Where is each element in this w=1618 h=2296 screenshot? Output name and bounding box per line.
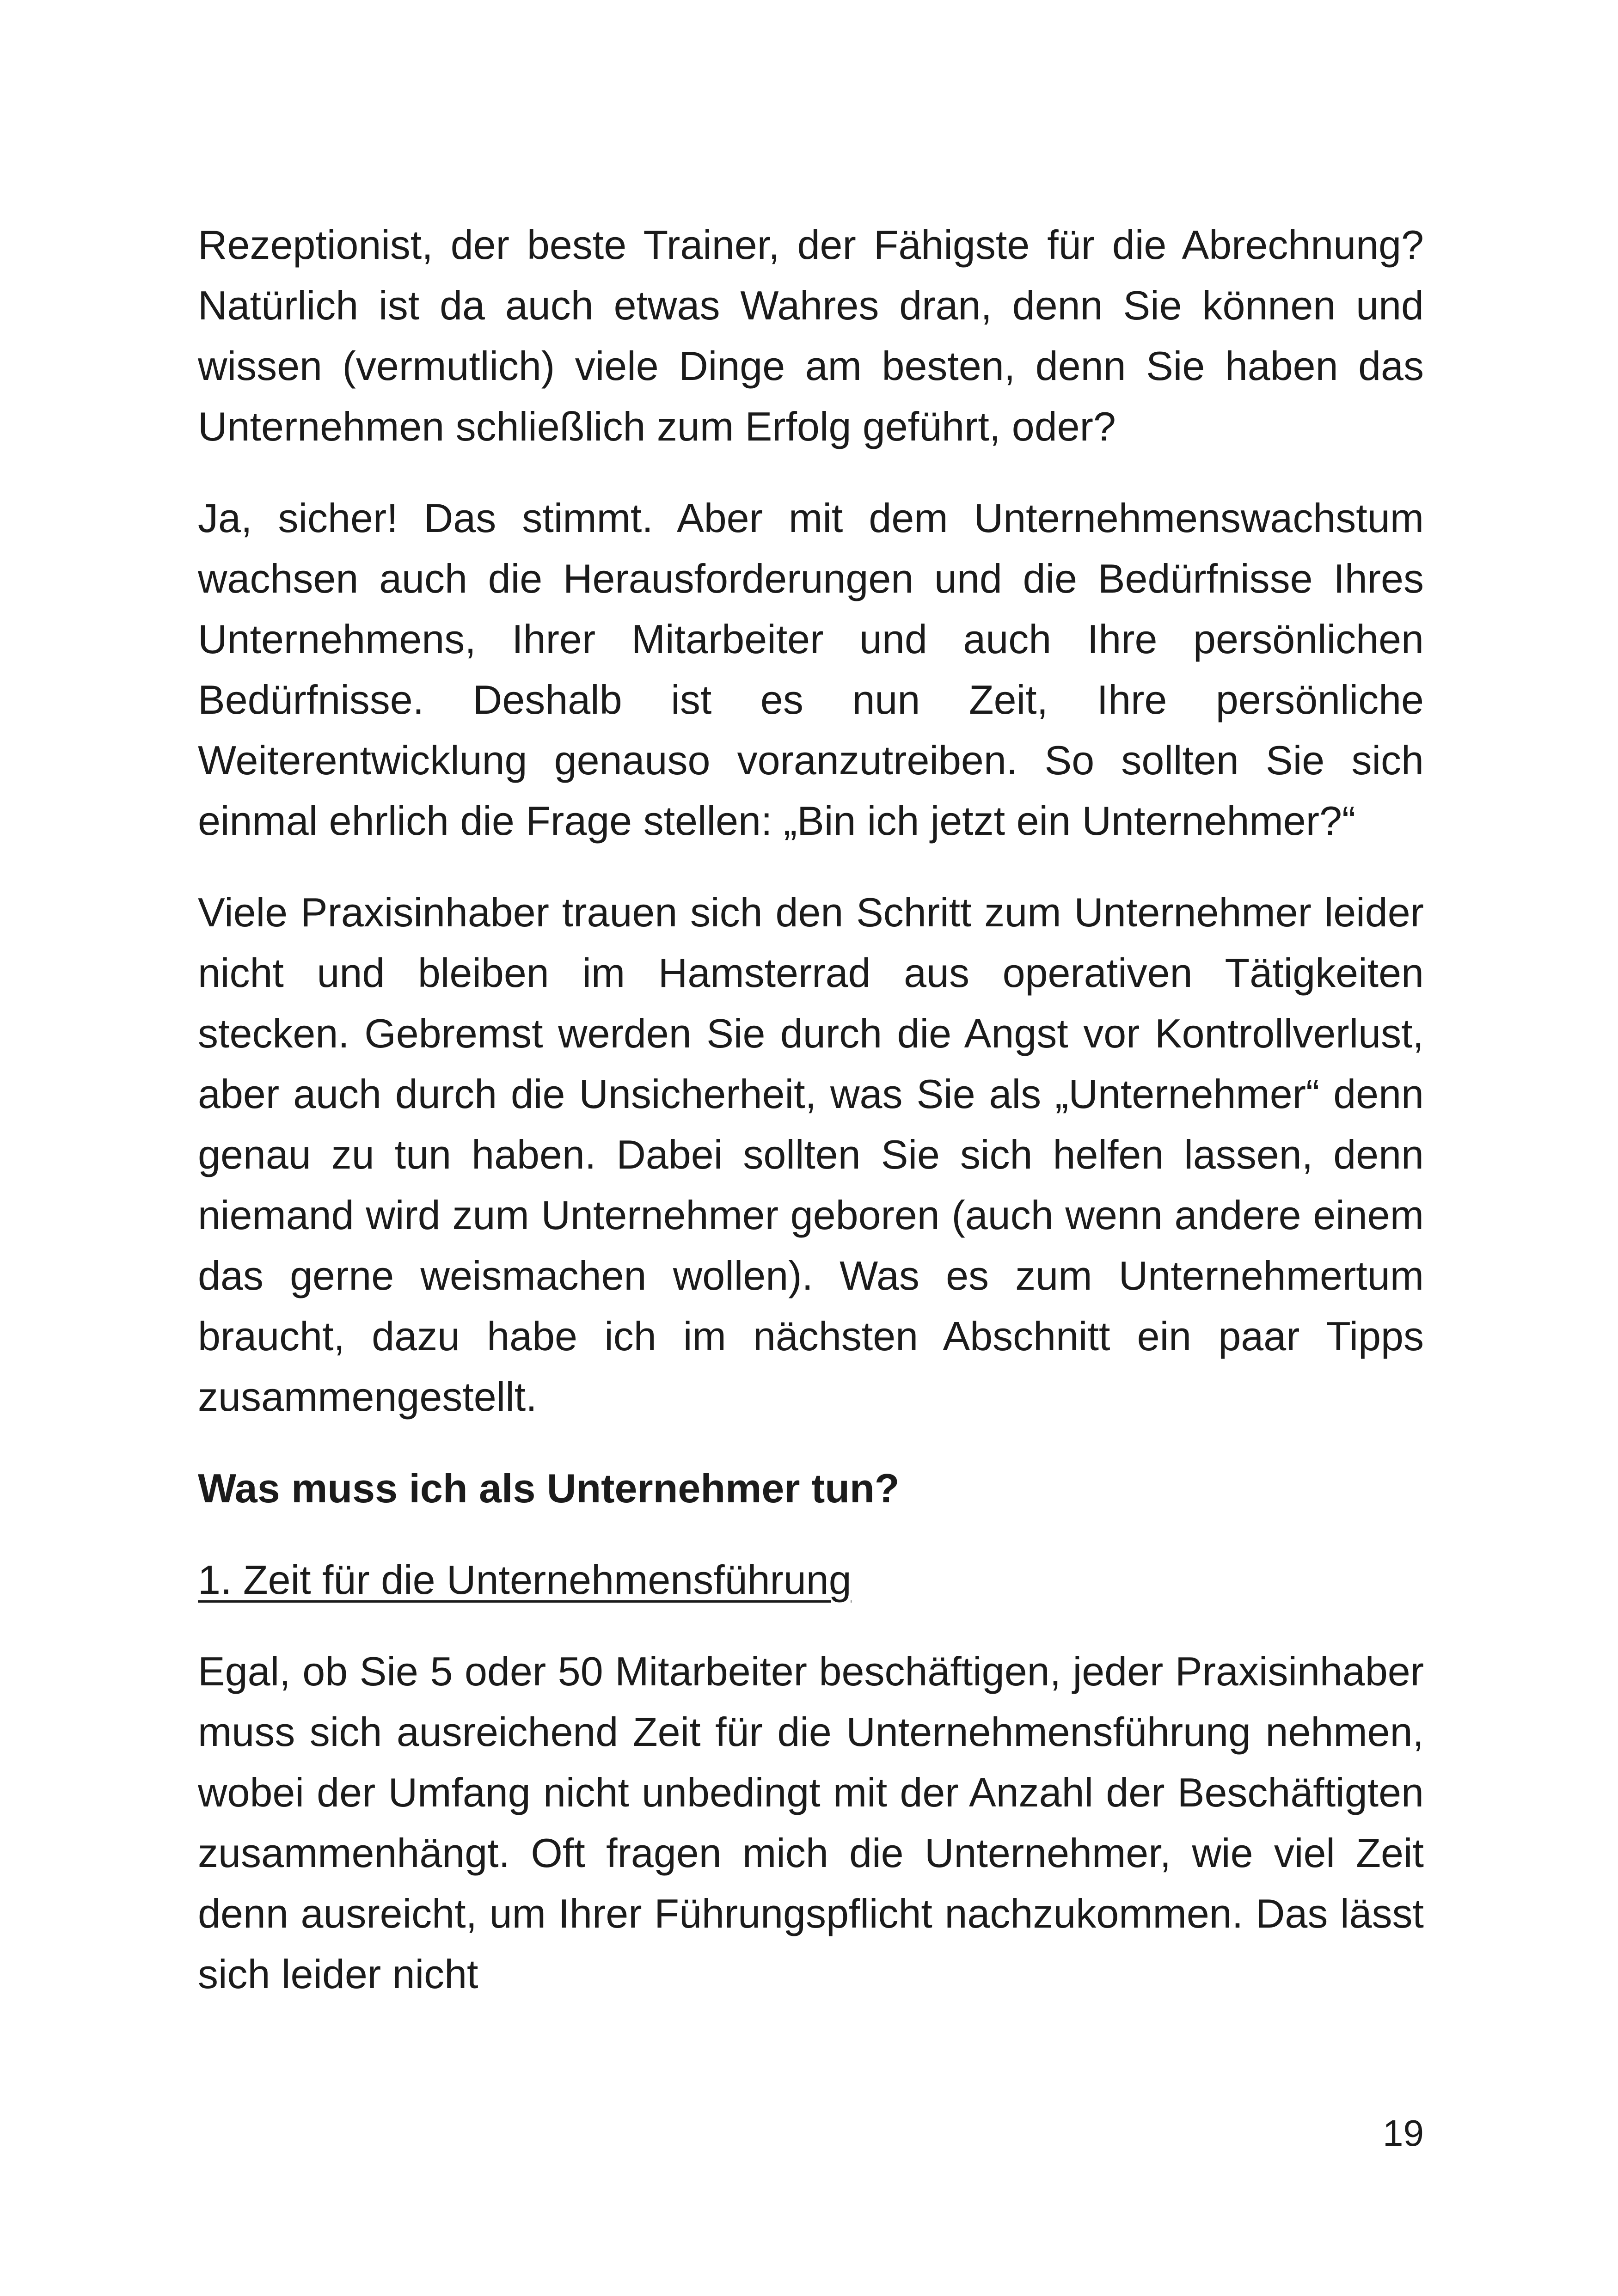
paragraph-1: Rezeptionist, der beste Trainer, der Fähigste für die Abrechnung? Natürlich ist da auch etwas Wahres dran, denn Sie können und wissen (vermutlich) viele Dinge am besten, denn Sie haben das Unternehmen schließlich zum Erfolg geführt, oder? xyxy=(198,222,1424,449)
paragraph-3: Viele Praxisinhaber trauen sich den Schritt zum Unternehmer leider nicht und bleiben im Hamsterrad aus operativen Tätigkeiten stecken. Gebremst werden Sie durch die Angst vor Kontrollverlust, aber auch durch die Unsicherheit, was Sie als „Unternehmer“ denn genau zu tun haben. Dabei sollten Sie sich helfen lassen, denn niemand wird zum Unternehmer geboren (auch wenn andere einem das gerne weismachen wollen). Was es zum Unternehmertum braucht, dazu habe ich im nächsten Abschnitt ein paar Tipps zusammengestellt. xyxy=(198,889,1424,1420)
paragraph-4: Egal, ob Sie 5 oder 50 Mitarbeiter beschäftigen, jeder Praxisinhaber muss sich ausreichend Zeit für die Unternehmensführung nehmen, wobei der Umfang nicht unbedingt mit der Anzahl der Beschäftigten zusammenhängt. Oft fragen mich die Unternehmer, wie viel Zeit denn ausreicht, um Ihrer Führungspflicht nachzukommen. Das lässt sich leider nicht xyxy=(198,1648,1424,1997)
subsection-heading: 1. Zeit für die Unternehmensführung xyxy=(198,1557,852,1603)
paragraph-2: Ja, sicher! Das stimmt. Aber mit dem Unternehmenswachstum wachsen auch die Herausforderungen und die Bedürfnisse Ihres Unternehmens, Ihrer Mitarbeiter und auch Ihre persönlichen Bedürfnisse. Deshalb ist es nun Zeit, Ihre persönliche Weiterentwicklung genauso voranzutreiben. So sollten Sie sich einmal ehrlich die Frage stellen: „Bin ich jetzt ein Unternehmer?“ xyxy=(198,495,1424,844)
page-content xyxy=(198,214,1424,2035)
page-number: 19 xyxy=(1383,2112,1424,2154)
section-heading: Was muss ich als Unternehmer tun? xyxy=(198,1465,900,1511)
